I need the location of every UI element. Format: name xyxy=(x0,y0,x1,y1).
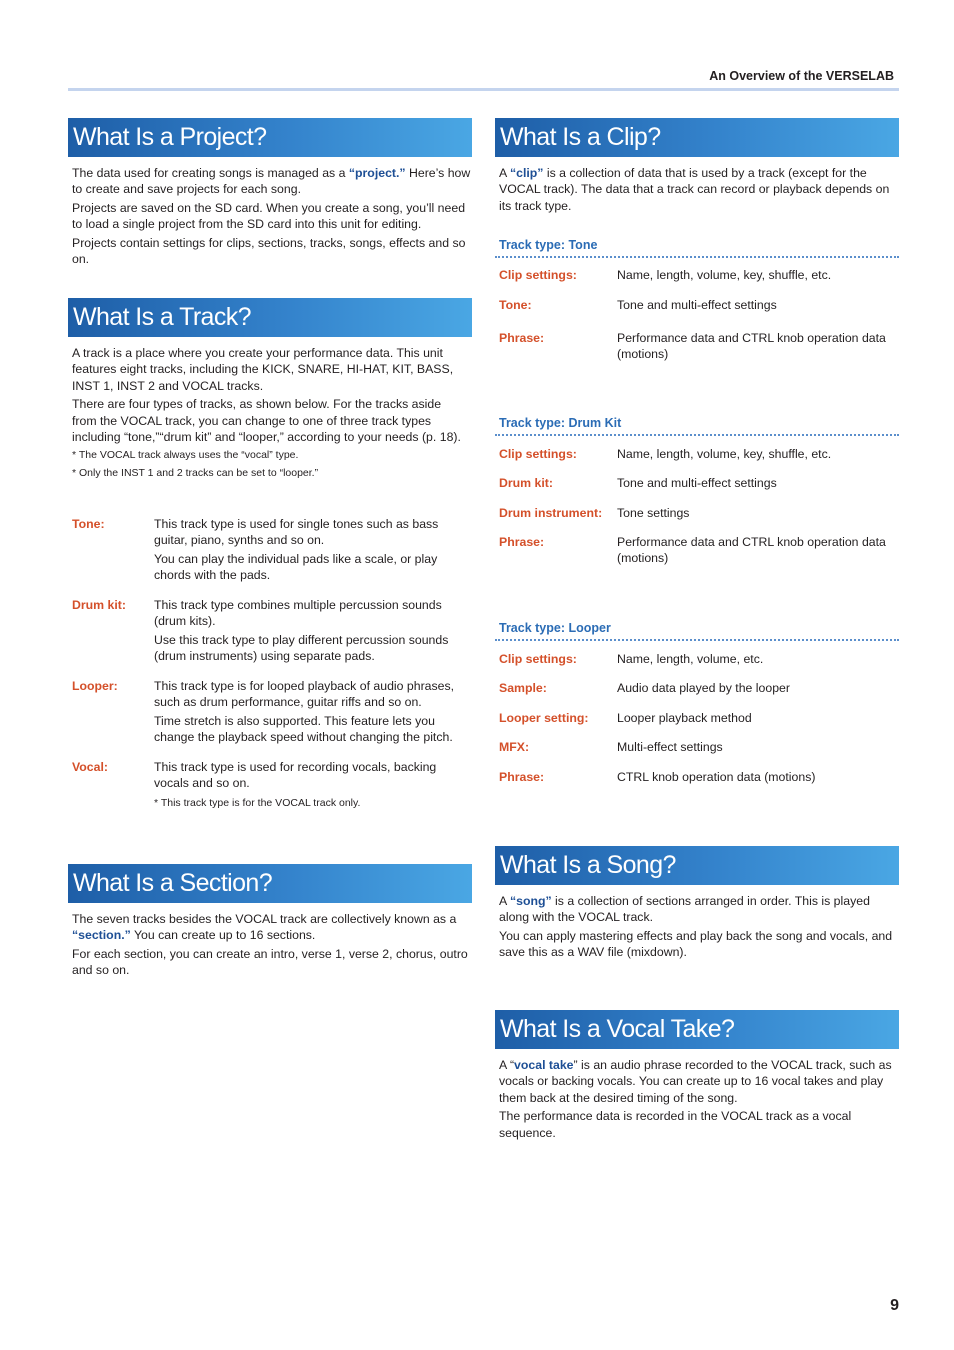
clip-row-desc: Tone settings xyxy=(617,506,690,520)
clip-row-term: Clip settings: xyxy=(499,447,577,461)
clip-row-desc: Name, length, volume, key, shuffle, etc. xyxy=(617,447,832,461)
clip-row xyxy=(499,475,899,495)
dotted-divider xyxy=(495,434,899,436)
clip-row-desc: Looper playback method xyxy=(617,711,752,725)
running-header: An Overview of the VERSELAB xyxy=(709,69,894,83)
track-type-looper xyxy=(72,678,472,758)
clip-row-desc: Tone and multi-effect settings xyxy=(617,476,777,490)
track-title: What Is a Track? xyxy=(68,298,472,337)
section-paragraph-2: For each section, you can create an intro, verse 1, verse 2, chorus, outro and so on. xyxy=(72,946,468,978)
track-type-desc: This track type is for looped playback of audio phrases, such as drum performance, guitar riffs and so on. Time stretch is also supported. This feature lets you change the playback speed without changing the pitch. xyxy=(154,679,455,745)
clip-row xyxy=(499,769,899,789)
track-type-vocal xyxy=(72,759,472,819)
clip-row-term: Tone: xyxy=(499,298,532,312)
track-body xyxy=(72,345,462,482)
clip-row-term: Clip settings: xyxy=(499,268,577,282)
section-title: What Is a Section? xyxy=(68,864,472,903)
clip-row xyxy=(499,651,899,671)
clip-row-term: Looper setting: xyxy=(499,711,589,725)
clip-row-desc: Name, length, volume, key, shuffle, etc. xyxy=(617,268,832,282)
clip-row-term: Phrase: xyxy=(499,535,545,549)
vocal-take-paragraph-2: The performance data is recorded in the VOCAL track as a vocal sequence. xyxy=(499,1109,852,1140)
track-type-drum-kit-heading: Track type: Drum Kit xyxy=(499,416,622,430)
clip-row-desc: Performance data and CTRL knob operation data (motions) xyxy=(617,535,886,566)
clip-row-term: Sample: xyxy=(499,681,547,695)
song-title: What Is a Song? xyxy=(495,846,899,885)
track-type-desc: This track type is used for recording vocals, backing vocals and so on. * This track type is for the VOCAL track only. xyxy=(154,760,437,809)
right-column xyxy=(495,0,899,1350)
clip-row-desc: Audio data played by the looper xyxy=(617,681,790,695)
clip-row-desc: Multi-effect settings xyxy=(617,740,723,754)
project-title: What Is a Project? xyxy=(68,118,472,157)
song-body: A “song” is a collection of sections arranged in order. This is played along with the VOCAL track. You can apply mastering effects and play back the song and vocals, and save this as a WAV file (mixdown). xyxy=(499,893,899,963)
clip-row-desc: Tone and multi-effect settings xyxy=(617,298,777,312)
project-paragraph-2: Projects are saved on the SD card. When you create a song, you’ll need to load a single project from the SD card into this unit for editing. xyxy=(72,200,466,232)
song-paragraph-2: You can apply mastering effects and play back the song and vocals, and save this as a WAV file (mixdown). xyxy=(499,928,893,960)
track-note-2: * Only the INST 1 and 2 tracks can be set to “looper.” xyxy=(72,467,319,480)
clip-keyword: “clip” xyxy=(509,166,544,180)
clip-row-desc: Name, length, volume, etc. xyxy=(617,652,764,666)
track-type-term: Looper: xyxy=(72,679,118,693)
track-type-tone-heading: Track type: Tone xyxy=(499,238,598,252)
clip-row xyxy=(499,446,899,466)
track-note-1: * The VOCAL track always uses the “vocal” type. xyxy=(72,449,299,462)
project-keyword: “project.” xyxy=(348,166,406,180)
clip-row-term: Clip settings: xyxy=(499,652,577,666)
clip-title: What Is a Clip? xyxy=(495,118,899,157)
section-body: The seven tracks besides the VOCAL track are collectively known as a “section.” You can create up to 16 sections. For each section, you can create an intro, verse 1, verse 2, chorus, outro and so on. xyxy=(72,911,472,981)
project-paragraph-3: Projects contain settings for clips, sections, tracks, songs, effects and so on. xyxy=(72,235,466,267)
vocal-take-title: What Is a Vocal Take? xyxy=(495,1010,899,1049)
left-column xyxy=(68,0,472,1350)
track-paragraph-1: A track is a place where you create your performance data. This unit features eight tracks, including the KICK, SNARE, HI-HAT, KIT, BASS, INST 1, INST 2 and VOCAL tracks. xyxy=(72,346,454,393)
project-body: The data used for creating songs is managed as a “project.” Here’s how to create and save projects for each song. Projects are saved on the SD card. When you create a song, you’ll need to load a single project from the SD card into this unit for editing. Projects contain settings for clips, sections, tracks, songs, effects and so on. xyxy=(72,166,471,267)
clip-row-term: Drum instrument: xyxy=(499,506,603,520)
clip-row xyxy=(499,505,899,525)
clip-row-term: MFX: xyxy=(499,740,530,754)
clip-row xyxy=(499,710,899,730)
clip-row-term: Drum kit: xyxy=(499,476,553,490)
track-type-looper-heading: Track type: Looper xyxy=(499,621,611,635)
track-type-desc: This track type is used for single tones such as bass guitar, piano, synths and so on. You can play the individual pads like a scale, or play chords with the pads. xyxy=(154,517,439,583)
clip-row-desc: Performance data and CTRL knob operation data (motions) xyxy=(617,331,886,362)
track-paragraph-2: There are four types of tracks, as shown below. For the tracks aside from the VOCAL track, you can change to one of three track types including “tone,”“drum kit” and “looper,” according to your needs (p. 18). xyxy=(72,397,461,445)
clip-row xyxy=(499,680,899,700)
track-type-term: Vocal: xyxy=(72,760,108,774)
clip-row-term: Phrase: xyxy=(499,331,545,345)
vocal-take-keyword: vocal take xyxy=(514,1058,574,1072)
dotted-divider xyxy=(495,639,899,641)
clip-row xyxy=(499,330,899,366)
clip-row-term: Phrase: xyxy=(499,770,545,784)
clip-row xyxy=(499,297,899,317)
track-type-tone xyxy=(72,516,472,596)
page-number: 9 xyxy=(890,1297,899,1314)
track-type-term: Tone: xyxy=(72,517,105,531)
vocal-take-body: A “vocal take” is an audio phrase recorded to the VOCAL track, such as vocals or backing vocals. You can create up to 16 vocal takes and play them back at the desired timing of the song. The performance data is recorded in the VOCAL track as a vocal sequence. xyxy=(499,1057,899,1143)
track-type-drum-kit xyxy=(72,597,472,677)
section-keyword: “section.” xyxy=(72,928,131,943)
clip-row xyxy=(499,739,899,759)
clip-row xyxy=(499,267,899,287)
track-type-term: Drum kit: xyxy=(72,598,126,612)
song-keyword: “song” xyxy=(509,894,552,908)
clip-body: A “clip” is a collection of data that is used by a track (except for the VOCAL track). The data that a track can record or playback depends on its track type. xyxy=(499,166,890,213)
dotted-divider xyxy=(495,256,899,258)
clip-row-desc: CTRL knob operation data (motions) xyxy=(617,770,816,784)
clip-row xyxy=(499,534,899,570)
track-type-desc: This track type combines multiple percussion sounds (drum kits). Use this track type to play different percussion sounds (drum instruments) using separate pads. xyxy=(154,598,449,664)
